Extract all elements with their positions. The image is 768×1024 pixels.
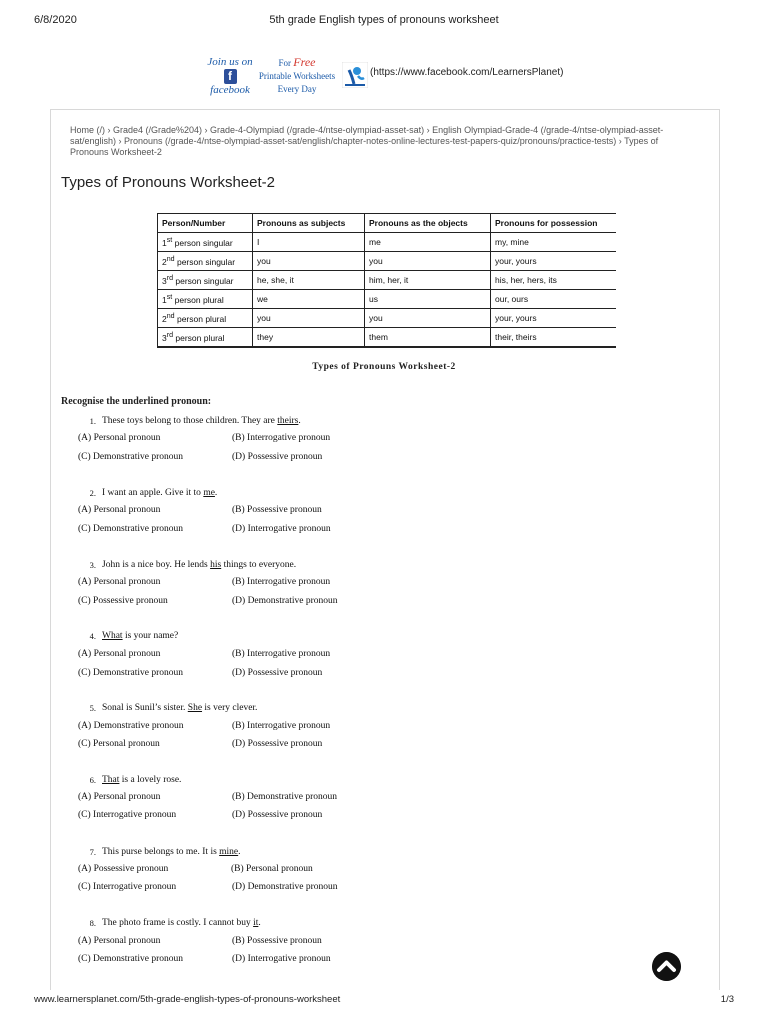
subject-cell: we xyxy=(253,290,365,309)
table-row xyxy=(158,271,617,290)
subject-cell: he, she, it xyxy=(253,271,365,290)
instruction: Recognise the underlined pronoun: xyxy=(61,396,212,407)
object-cell: him, her, it xyxy=(365,271,491,290)
worksheet-title: Types of Pronouns Worksheet-2 xyxy=(312,362,456,372)
option-a: (A) Personal pronoun xyxy=(78,577,161,587)
object-cell: you xyxy=(365,309,491,328)
question-text: I want an apple. Give it to me. xyxy=(102,488,218,498)
question-text: That is a lovely rose. xyxy=(102,775,182,785)
question-text: John is a nice boy. He lends his things to everyone. xyxy=(102,560,297,570)
person-cell: 1st person plural xyxy=(158,290,253,309)
pronoun-table xyxy=(157,213,616,348)
table-header: Person/Number xyxy=(158,214,253,233)
option-a: (A) Personal pronoun xyxy=(78,433,161,443)
option-b: (B) Demonstrative pronoun xyxy=(232,792,338,802)
print-title: 5th grade English types of pronouns worksheet xyxy=(269,14,499,26)
subject-cell: you xyxy=(253,252,365,271)
question-text: What is your name? xyxy=(102,631,179,641)
option-d: (D) Possessive pronoun xyxy=(232,739,323,749)
page-number: 1/3 xyxy=(720,994,734,1005)
option-c: (C) Interrogative pronoun xyxy=(78,882,177,892)
breadcrumb[interactable]: Home (/) › Grade4 (/Grade%204) › Grade-4-Olympiad (/grade-4/ntse-olympiad-asset-sat) › English Olympiad-Grade-4 (/grade-4/ntse-olympiad-asset-sat/english) › Pronouns (/grade-4/ntse-olympiad-asset-sat/english/chapter-notes-online-lectures-test-papers-quiz/pronouns/practice-tests) › Types of Pronouns Worksheet-2 xyxy=(70,125,664,157)
free-worksheets-label: For Free Printable Worksheets Every Day xyxy=(258,55,336,94)
join-us-label: Join us on f facebook xyxy=(207,56,253,96)
table-header: Pronouns as subjects xyxy=(253,214,365,233)
option-d: (D) Possessive pronoun xyxy=(232,452,323,462)
person-cell: 2nd person singular xyxy=(158,252,253,271)
print-date: 6/8/2020 xyxy=(34,14,77,26)
table-row xyxy=(158,290,617,309)
subject-cell: they xyxy=(253,328,365,348)
subject-cell: you xyxy=(253,309,365,328)
option-b: (B) Interrogative pronoun xyxy=(232,577,331,587)
person-cell: 3rd person plural xyxy=(158,328,253,348)
facebook-link[interactable]: (https://www.facebook.com/LearnersPlanet) xyxy=(370,67,564,78)
possession-cell: their, theirs xyxy=(491,328,617,348)
option-a: (A) Possessive pronoun xyxy=(78,864,169,874)
option-d: (D) Possessive pronoun xyxy=(232,668,323,678)
print-header xyxy=(0,14,768,30)
possession-cell: his, her, hers, its xyxy=(491,271,617,290)
object-cell: us xyxy=(365,290,491,309)
table-header: Pronouns as the objects xyxy=(365,214,491,233)
option-d: (D) Demonstrative pronoun xyxy=(232,882,338,892)
person-cell: 3rd person singular xyxy=(158,271,253,290)
table-row xyxy=(158,252,617,271)
subject-cell: I xyxy=(253,233,365,252)
possession-cell: my, mine xyxy=(491,233,617,252)
table-header: Pronouns for possession xyxy=(491,214,617,233)
possession-cell: your, yours xyxy=(491,252,617,271)
question-text: Sonal is Sunil’s sister. She is very clever. xyxy=(102,703,258,713)
option-b: (B) Interrogative pronoun xyxy=(232,721,331,731)
option-a: (A) Personal pronoun xyxy=(78,649,161,659)
option-b: (B) Personal pronoun xyxy=(231,864,313,874)
possession-cell: our, ours xyxy=(491,290,617,309)
object-cell: me xyxy=(365,233,491,252)
option-a: (A) Personal pronoun xyxy=(78,505,161,515)
table-row xyxy=(158,309,617,328)
option-c: (C) Demonstrative pronoun xyxy=(78,954,184,964)
object-cell: them xyxy=(365,328,491,348)
option-d: (D) Interrogative pronoun xyxy=(232,954,331,964)
option-c: (C) Interrogative pronoun xyxy=(78,810,177,820)
option-c: (C) Possessive pronoun xyxy=(78,596,168,606)
option-d: (D) Interrogative pronoun xyxy=(232,524,331,534)
facebook-icon: f xyxy=(224,69,237,84)
option-a: (A) Personal pronoun xyxy=(78,936,161,946)
person-cell: 2nd person plural xyxy=(158,309,253,328)
table-row xyxy=(158,328,617,348)
option-c: (C) Demonstrative pronoun xyxy=(78,524,184,534)
option-b: (B) Possessive pronoun xyxy=(232,936,322,946)
scroll-to-top-button[interactable] xyxy=(652,952,681,981)
person-cell: 1st person singular xyxy=(158,233,253,252)
option-a: (A) Demonstrative pronoun xyxy=(78,721,184,731)
option-b: (B) Possessive pronoun xyxy=(232,505,322,515)
page-title: Types of Pronouns Worksheet-2 xyxy=(61,174,275,191)
table-header-row xyxy=(158,214,617,233)
question-text: The photo frame is costly. I cannot buy it. xyxy=(102,918,261,928)
question-text: This purse belongs to me. It is mine. xyxy=(102,847,241,857)
question-text: These toys belong to those children. They are theirs. xyxy=(102,416,301,426)
option-d: (D) Possessive pronoun xyxy=(232,810,323,820)
possession-cell: your, yours xyxy=(491,309,617,328)
learners-planet-logo-icon xyxy=(342,62,368,88)
object-cell: you xyxy=(365,252,491,271)
table-row xyxy=(158,233,617,252)
option-c: (C) Demonstrative pronoun xyxy=(78,452,184,462)
option-c: (C) Personal pronoun xyxy=(78,739,160,749)
option-b: (B) Interrogative pronoun xyxy=(232,649,331,659)
option-c: (C) Demonstrative pronoun xyxy=(78,668,184,678)
facebook-banner[interactable] xyxy=(204,52,604,98)
option-d: (D) Demonstrative pronoun xyxy=(232,596,338,606)
option-a: (A) Personal pronoun xyxy=(78,792,161,802)
footer-url: www.learnersplanet.com/5th-grade-english-types-of-pronouns-worksheet xyxy=(34,994,341,1005)
option-b: (B) Interrogative pronoun xyxy=(232,433,331,443)
